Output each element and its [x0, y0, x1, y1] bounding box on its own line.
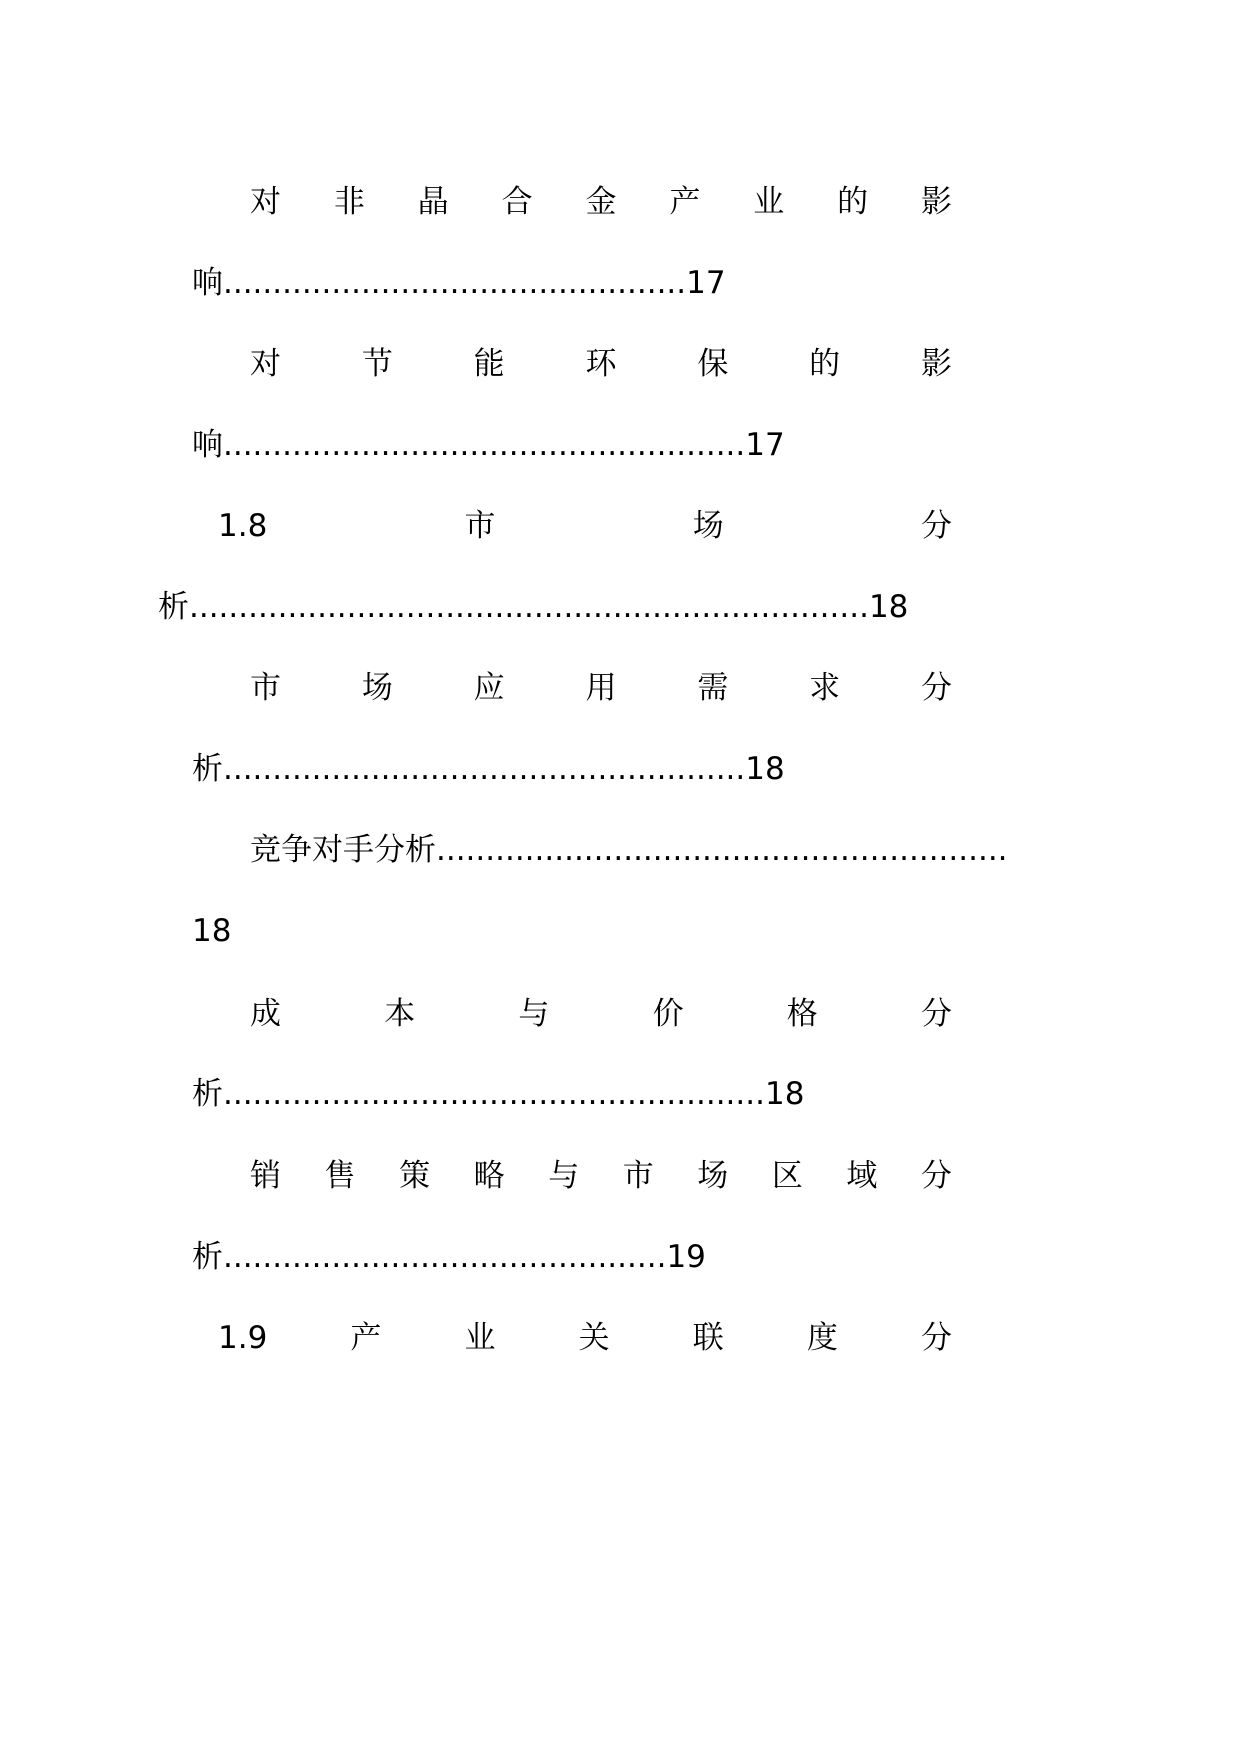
toc-char: 区 — [771, 1158, 803, 1194]
toc-char: 节 — [361, 346, 393, 382]
toc-char: 求 — [809, 670, 841, 706]
toc-char: 影 — [921, 184, 952, 220]
toc-char: 策 — [399, 1158, 431, 1194]
toc-char: 成 — [250, 996, 281, 1032]
toc-section-number: 1.8 — [218, 508, 268, 544]
toc-char: 对 — [250, 346, 281, 382]
toc-char: 分 — [920, 996, 952, 1032]
toc-entry-line[interactable] — [250, 182, 952, 222]
toc-char: 能 — [473, 346, 505, 382]
toc-entry-line[interactable] — [250, 1156, 952, 1196]
toc-leader-dots: ..................................................... — [223, 427, 746, 463]
toc-section-line[interactable] — [218, 506, 952, 546]
toc-char: 晶 — [417, 184, 449, 220]
toc-entry-continuation[interactable] — [192, 425, 785, 465]
toc-char: 分 — [920, 508, 952, 544]
toc-char: 关 — [578, 1320, 610, 1356]
toc-page-number: 19 — [666, 1239, 706, 1275]
toc-char: 合 — [501, 184, 533, 220]
toc-section-line[interactable] — [218, 1318, 952, 1358]
toc-cont-char: 析 — [192, 1239, 223, 1275]
toc-entry-continuation[interactable] — [192, 263, 726, 303]
toc-char: 需 — [697, 670, 729, 706]
toc-char: 场 — [692, 508, 724, 544]
toc-char: 的 — [809, 346, 841, 382]
toc-char: 业 — [464, 1320, 496, 1356]
toc-char: 市 — [464, 508, 496, 544]
toc-page-number: 18 — [192, 913, 232, 949]
toc-page-number: 18 — [745, 751, 785, 787]
toc-char: 产 — [669, 184, 701, 220]
toc-cont-char: 响 — [192, 265, 223, 301]
toc-char: 度 — [806, 1320, 838, 1356]
toc-char: 产 — [350, 1320, 382, 1356]
toc-leader-dots: ............................................... — [223, 265, 687, 301]
toc-char: 略 — [473, 1158, 505, 1194]
toc-char: 与 — [548, 1158, 580, 1194]
toc-char: 联 — [692, 1320, 724, 1356]
toc-leader-dots: ..................................................................... — [189, 589, 869, 625]
toc-char: 金 — [585, 184, 617, 220]
toc-page-number: 17 — [686, 265, 726, 301]
toc-char: 场 — [697, 1158, 729, 1194]
toc-char: 分 — [920, 670, 952, 706]
toc-char: 分 — [920, 1158, 952, 1194]
toc-char: 对 — [250, 184, 281, 220]
toc-char: 应 — [473, 670, 505, 706]
toc-leader-dots: ............................................. — [223, 1239, 667, 1275]
toc-char: 的 — [837, 184, 869, 220]
toc-cont-char: 响 — [192, 427, 223, 463]
toc-char: 环 — [585, 346, 617, 382]
toc-char: 非 — [333, 184, 365, 220]
toc-char: 场 — [361, 670, 393, 706]
toc-page-number: 17 — [745, 427, 785, 463]
toc-entry-continuation[interactable] — [192, 911, 231, 951]
toc-char: 本 — [384, 996, 416, 1032]
toc-char: 格 — [786, 996, 818, 1032]
toc-section-number: 1.9 — [218, 1320, 268, 1356]
toc-char: 价 — [652, 996, 684, 1032]
toc-entry-continuation[interactable] — [192, 1237, 706, 1277]
toc-entry-line[interactable] — [250, 830, 1008, 870]
toc-char: 售 — [324, 1158, 356, 1194]
toc-entry-continuation[interactable] — [192, 749, 785, 789]
toc-page-number: 18 — [764, 1076, 805, 1112]
toc-entry-continuation[interactable] — [158, 587, 908, 627]
toc-cont-char: 析 — [192, 751, 223, 787]
toc-entry-continuation[interactable] — [192, 1074, 804, 1114]
toc-char: 影 — [920, 346, 952, 382]
toc-cont-char: 析 — [158, 589, 189, 625]
toc-page-number: 18 — [868, 589, 909, 625]
toc-entry-line[interactable] — [250, 344, 952, 384]
toc-char: 与 — [518, 996, 550, 1032]
toc-leader-dots: .......................................................... — [436, 832, 1008, 868]
toc-char: 市 — [622, 1158, 654, 1194]
toc-char: 保 — [697, 346, 729, 382]
toc-entry-title: 竞争对手分析 — [250, 832, 436, 868]
toc-char: 销 — [250, 1158, 281, 1194]
toc-leader-dots: ..................................................... — [223, 751, 746, 787]
toc-char: 分 — [920, 1320, 952, 1356]
toc-char: 市 — [250, 670, 281, 706]
toc-char: 用 — [585, 670, 617, 706]
toc-char: 域 — [846, 1158, 878, 1194]
toc-entry-line[interactable] — [250, 994, 952, 1034]
toc-entry-line[interactable] — [250, 668, 952, 708]
toc-leader-dots: ....................................................... — [223, 1076, 765, 1112]
toc-char: 业 — [753, 184, 785, 220]
toc-cont-char: 析 — [192, 1076, 223, 1112]
